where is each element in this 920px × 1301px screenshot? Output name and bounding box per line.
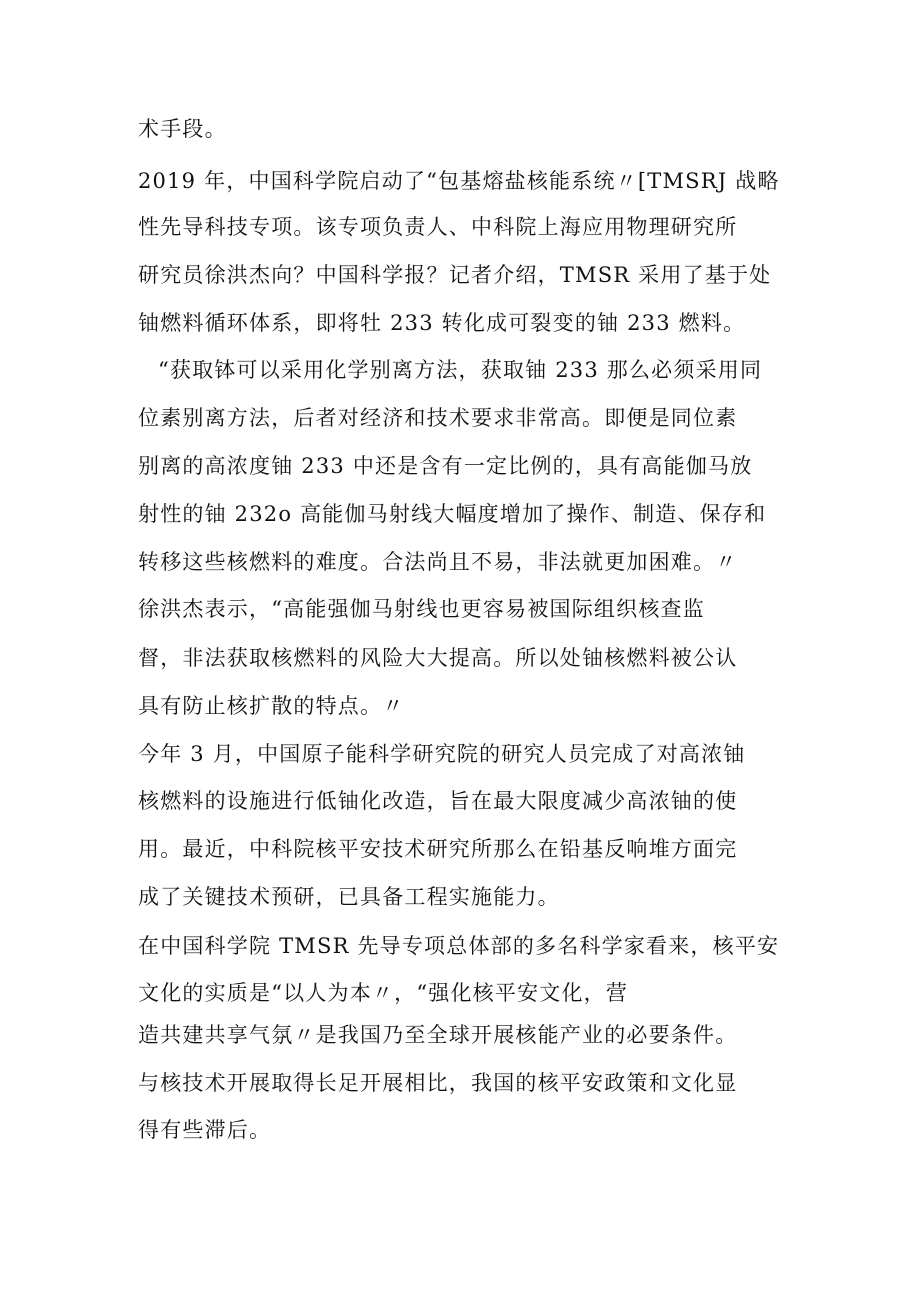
- text-line: 别离的高浓度铀 233 中还是含有一定比例的，具有高能伽马放: [138, 454, 753, 478]
- text-line: 研究员徐洪杰向？中国科学报？记者介绍，TMSR 采用了基于处: [138, 263, 772, 287]
- text-line: 得有些滞后。: [138, 1118, 272, 1142]
- text-line: 在中国科学院 TMSR 先导专项总体部的多名科学家看来，核平安: [138, 934, 780, 958]
- text-line: 成了关键技术预研，已具备工程实施能力。: [138, 885, 560, 909]
- text-line: “获取钵可以采用化学别离方法，获取铀 233 那么必须采用同: [158, 358, 763, 382]
- text-line: 性先导科技专项。该专项负责人、中科院上海应用物理研究所: [138, 215, 738, 239]
- text-line: 术手段。: [138, 117, 227, 141]
- text-line: 射性的铀 232o 高能伽马射线大幅度增加了操作、制造、保存和: [138, 502, 767, 526]
- text-line: 今年 3 月，中国原子能科学研究院的研究人员完成了对高浓铀: [138, 742, 746, 766]
- text-line: 造共建共享气氛〃是我国乃至全球开展核能产业的必要条件。: [138, 1023, 738, 1047]
- text-line: 转移这些核燃料的难度。合法尚且不易，非法就更加困难。〃: [138, 550, 738, 574]
- text-line: 铀燃料循环体系，即将牡 233 转化成可裂变的铀 233 燃料。: [138, 311, 746, 335]
- text-line: 徐洪杰表示，“高能强伽马射线也更容易被国际组织核查监: [138, 597, 705, 621]
- text-line: 位素别离方法，后者对经济和技术要求非常高。即便是同位素: [138, 406, 738, 430]
- text-line: 核燃料的设施进行低铀化改造，旨在最大限度减少高浓铀的使: [138, 789, 738, 813]
- text-line: 2019 年，中国科学院启动了“包基熔盐核能系统〃[TMSRJ 战略: [138, 169, 780, 193]
- text-line: 文化的实质是“以人为本〃，“强化核平安文化，营: [138, 981, 629, 1005]
- text-line: 督，非法获取核燃料的风险大大提高。所以处铀核燃料被公认: [138, 646, 738, 670]
- text-line: 与核技术开展取得长足开展相比，我国的核平安政策和文化显: [138, 1071, 738, 1095]
- text-line: 用。最近，中科院核平安技术研究所那么在铅基反响堆方面完: [138, 837, 738, 861]
- text-line: 具有防止核扩散的特点。〃: [138, 694, 405, 718]
